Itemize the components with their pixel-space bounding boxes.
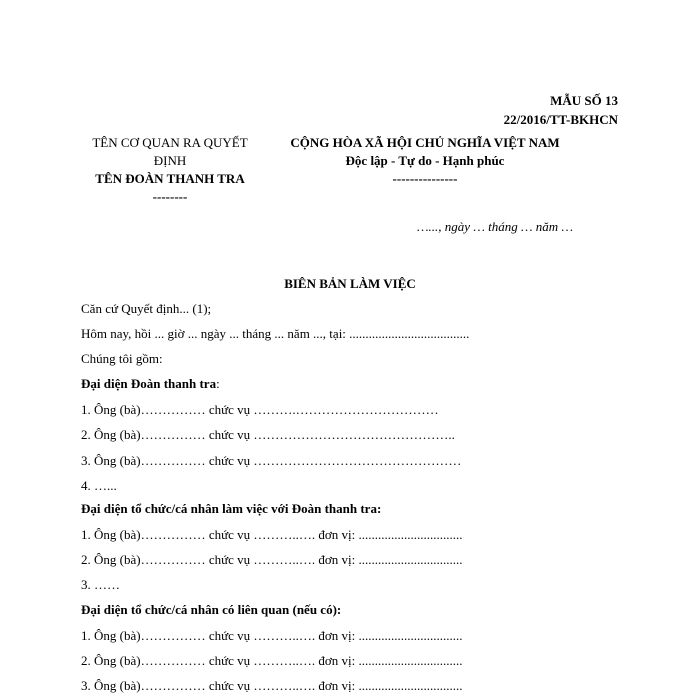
section-heading: Đại diện Đoàn thanh tra xyxy=(81,376,217,391)
list-item: 2. Ông (bà)…………… chức vụ ……………………………………….. xyxy=(81,427,455,442)
agency-name-line2: ĐỊNH xyxy=(153,153,187,168)
list-item: 4. …... xyxy=(81,478,117,493)
form-code-circular: 22/2016/TT-BKHCN xyxy=(503,112,618,127)
list-item: 1. Ông (bà)…………… chức vụ ………..…. đơn vị: ................................ xyxy=(81,628,463,643)
section-heading-colon: : xyxy=(216,376,220,391)
agency-header xyxy=(80,134,260,206)
section-working-party-heading: Đại diện tổ chức/cá nhân làm việc với Đoàn thanh tra: xyxy=(81,501,382,516)
form-code xyxy=(504,91,618,129)
list-item: 1. Ông (bà)…………… chức vụ ………..…. đơn vị: ................................ xyxy=(81,527,463,542)
inspection-team-name: TÊN ĐOÀN THANH TRA xyxy=(95,171,245,186)
participants-intro: Chúng tôi gồm: xyxy=(81,351,163,366)
list-item: 2. Ông (bà)…………… chức vụ ………..…. đơn vị: ................................ xyxy=(81,552,463,567)
document-title: BIÊN BẢN LÀM VIỆC xyxy=(284,276,416,291)
list-item: 3. Ông (bà)…………… chức vụ ………..…. đơn vị: ................................ xyxy=(81,678,463,693)
section-related-party-heading: Đại diện tổ chức/cá nhân có liên quan (nếu có): xyxy=(81,602,342,617)
country-name: CỘNG HÒA XÃ HỘI CHỦ NGHĨA VIỆT NAM xyxy=(290,135,560,150)
basis-line: Căn cứ Quyết định... (1); xyxy=(81,301,212,316)
motto-divider: --------------- xyxy=(392,171,458,186)
list-item: 1. Ông (bà)…………… chức vụ ……….…………………………… xyxy=(81,402,439,417)
national-motto: Độc lập - Tự do - Hạnh phúc xyxy=(345,153,505,168)
list-item: 2. Ông (bà)…………… chức vụ ………..…. đơn vị: ................................ xyxy=(81,653,463,668)
date-line: …..., ngày … tháng … năm … xyxy=(417,219,574,234)
form-code-number: MẪU SỐ 13 xyxy=(550,93,618,108)
list-item: 3. Ông (bà)…………… chức vụ ………………………………………… xyxy=(81,453,462,468)
agency-divider: -------- xyxy=(152,189,188,204)
national-header xyxy=(280,134,570,188)
agency-name-line1: TÊN CƠ QUAN RA QUYẾT xyxy=(92,135,248,150)
section-inspection-team xyxy=(81,377,220,390)
meeting-time-place-line: Hôm nay, hồi ... giờ ... ngày ... tháng ... năm ..., tại: ..................................... xyxy=(81,326,470,341)
list-item: 3. …… xyxy=(81,577,120,592)
